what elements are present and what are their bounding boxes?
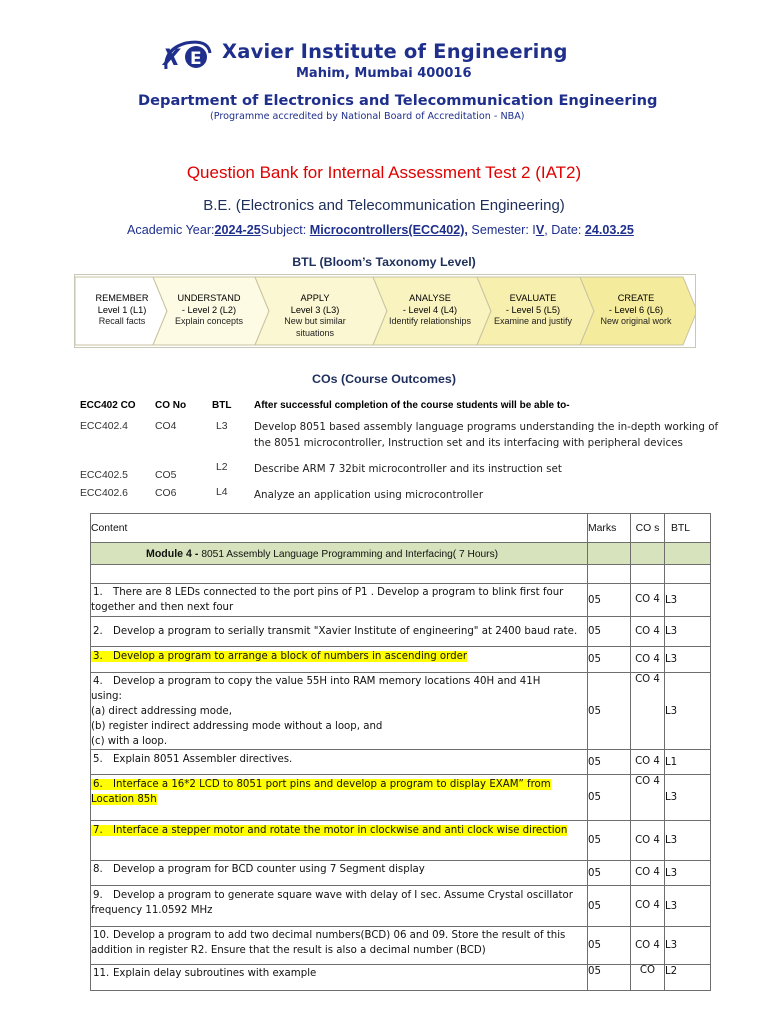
table-row bbox=[91, 861, 711, 886]
co-header-desc: After successful completion of the course students will be able to- bbox=[254, 400, 570, 411]
question-4: 4. Develop a program to copy the value 55H into RAM memory locations 40H and 41H using: (a) direct addressing mode, (b) register indirect addressing mode without a loop, and (c) with a loop. bbox=[91, 673, 588, 750]
co: CO 4 bbox=[631, 775, 665, 821]
question-6: 6. Interface a 16*2 LCD to 8051 port pins and develop a program to display EXAM” from Location 85h bbox=[91, 775, 588, 821]
marks: 05 bbox=[588, 775, 631, 821]
btl: L3 bbox=[665, 821, 711, 861]
page-title: Question Bank for Internal Assessment Test 2 (IAT2) bbox=[186, 163, 582, 182]
btl: L3 bbox=[665, 775, 711, 821]
marks: 05 bbox=[588, 647, 631, 673]
btl: L3 bbox=[665, 617, 711, 647]
table-row bbox=[91, 775, 711, 821]
marks: 05 bbox=[588, 750, 631, 775]
question-1: 1. There are 8 LEDs connected to the port pins of P1 . Develop a program to blink first four together and then next four bbox=[91, 584, 588, 617]
question-11: 11. Explain delay subroutines with example bbox=[91, 965, 588, 991]
table-row bbox=[91, 647, 711, 673]
marks: 05 bbox=[588, 861, 631, 886]
marks: 05 bbox=[588, 673, 631, 750]
btl: L3 bbox=[665, 927, 711, 965]
btl-level-1: REMEMBER Level 1 (L1) Recall facts bbox=[95, 293, 149, 326]
btl: L3 bbox=[665, 647, 711, 673]
academic-line: Academic Year:2024-25Subject: Microcontrollers(ECC402), Semester: IV, Date: 24.03.25 bbox=[127, 223, 634, 237]
module-row bbox=[91, 543, 711, 565]
co-code: ECC402.4 bbox=[80, 421, 128, 432]
cos-title: COs (Course Outcomes) bbox=[312, 372, 456, 386]
btl: L2 bbox=[665, 965, 711, 991]
co-header-no: CO No bbox=[155, 400, 187, 411]
marks: 05 bbox=[588, 927, 631, 965]
institute-name: Xavier Institute of Engineering bbox=[222, 40, 568, 63]
marks: 05 bbox=[588, 821, 631, 861]
header-marks: Marks bbox=[588, 514, 631, 543]
marks: 05 bbox=[588, 617, 631, 647]
btl-title: BTL (Bloom’s Taxonomy Level) bbox=[292, 255, 476, 269]
co-desc: Describe ARM 7 32bit microcontroller and its instruction set bbox=[254, 463, 562, 475]
co: CO 4 bbox=[631, 821, 665, 861]
module-title: Module 4 - 8051 Assembly Language Programming and Interfacing( 7 Hours) bbox=[91, 543, 588, 565]
accreditation-note: (Programme accredited by National Board of Accreditation - NBA) bbox=[210, 111, 525, 122]
table-row bbox=[91, 821, 711, 861]
svg-text:E: E bbox=[190, 49, 202, 69]
co-desc: Analyze an application using microcontroller bbox=[254, 489, 484, 501]
marks: 05 bbox=[588, 886, 631, 927]
btl-chevron-band bbox=[74, 274, 696, 348]
co: CO 4 bbox=[631, 886, 665, 927]
btl-level-6: CREATE - Level 6 (L6) New original work bbox=[600, 293, 672, 326]
table-row bbox=[91, 886, 711, 927]
marks: 05 bbox=[588, 584, 631, 617]
co-no: CO4 bbox=[155, 421, 177, 432]
header-btl: BTL bbox=[665, 514, 711, 543]
btl: L3 bbox=[665, 584, 711, 617]
co-btl: L4 bbox=[216, 487, 228, 498]
co-code: ECC402.6 bbox=[80, 488, 128, 499]
co: CO 4 bbox=[631, 861, 665, 886]
btl-level-2: UNDERSTAND - Level 2 (L2) Explain concepts bbox=[174, 293, 244, 326]
co-code: ECC402.5 bbox=[80, 470, 128, 481]
header-content: Content bbox=[91, 514, 588, 543]
table-row bbox=[91, 965, 711, 991]
question-7: 7. Interface a stepper motor and rotate the motor in clockwise and anti clock wise direction bbox=[91, 821, 588, 861]
department-name: Department of Electronics and Telecommunication Engineering bbox=[138, 92, 658, 109]
table-row bbox=[91, 927, 711, 965]
svg-text:X: X bbox=[163, 46, 180, 71]
co-header-btl: BTL bbox=[212, 400, 232, 411]
btl-level-4: ANALYSE - Level 4 (L4) Identify relationships bbox=[388, 293, 472, 326]
btl-level-3: APPLY Level 3 (L3) New but similar situations bbox=[284, 293, 346, 338]
btl: L3 bbox=[665, 886, 711, 927]
spacer-row bbox=[91, 565, 711, 584]
btl-level-5: EVALUATE - Level 5 (L5) Examine and justify bbox=[493, 293, 573, 326]
question-3: 3. Develop a program to arrange a block of numbers in ascending order bbox=[91, 647, 588, 673]
co: CO 4 bbox=[631, 647, 665, 673]
question-5: 5. Explain 8051 Assembler directives. bbox=[91, 750, 588, 775]
co-no: CO5 bbox=[155, 470, 177, 481]
btl: L3 bbox=[665, 673, 711, 750]
question-9: 9. Develop a program to generate square wave with delay of I sec. Assume Crystal oscillator frequency 11.0592 MHz bbox=[91, 886, 588, 927]
table-row bbox=[91, 617, 711, 647]
btl: L1 bbox=[665, 750, 711, 775]
co-btl: L2 bbox=[216, 462, 228, 473]
question-2: 2. Develop a program to serially transmit "Xavier Institute of engineering" at 2400 baud rate. bbox=[91, 617, 588, 647]
xie-logo bbox=[160, 39, 212, 73]
marks: 05 bbox=[588, 965, 631, 991]
co: CO 4 bbox=[631, 673, 665, 750]
co-no: CO6 bbox=[155, 488, 177, 499]
co: CO 4 bbox=[631, 927, 665, 965]
question-table bbox=[90, 513, 711, 991]
co: CO 4 bbox=[631, 750, 665, 775]
co-desc: Develop 8051 based assembly language programs understanding the in-depth working of the 8051 microcontroller, Instruction set and its interfacing with peripheral devices bbox=[254, 421, 719, 449]
table-row bbox=[91, 673, 711, 750]
btl: L3 bbox=[665, 861, 711, 886]
co: CO 4 bbox=[631, 617, 665, 647]
program-title: B.E. (Electronics and Telecommunication Engineering) bbox=[203, 197, 565, 214]
co: CO bbox=[631, 965, 665, 991]
table-header-row bbox=[91, 514, 711, 543]
question-8: 8. Develop a program for BCD counter using 7 Segment display bbox=[91, 861, 588, 886]
co-header-code: ECC402 CO bbox=[80, 400, 136, 411]
co-btl: L3 bbox=[216, 421, 228, 432]
co: CO 4 bbox=[631, 584, 665, 617]
table-row bbox=[91, 750, 711, 775]
question-10: 10. Develop a program to add two decimal numbers(BCD) 06 and 09. Store the result of this addition in register R2. Ensure that the result is also a decimal number (BCD) bbox=[91, 927, 588, 965]
institute-address: Mahim, Mumbai 400016 bbox=[296, 66, 472, 81]
header-cos: CO s bbox=[631, 514, 665, 543]
table-row bbox=[91, 584, 711, 617]
